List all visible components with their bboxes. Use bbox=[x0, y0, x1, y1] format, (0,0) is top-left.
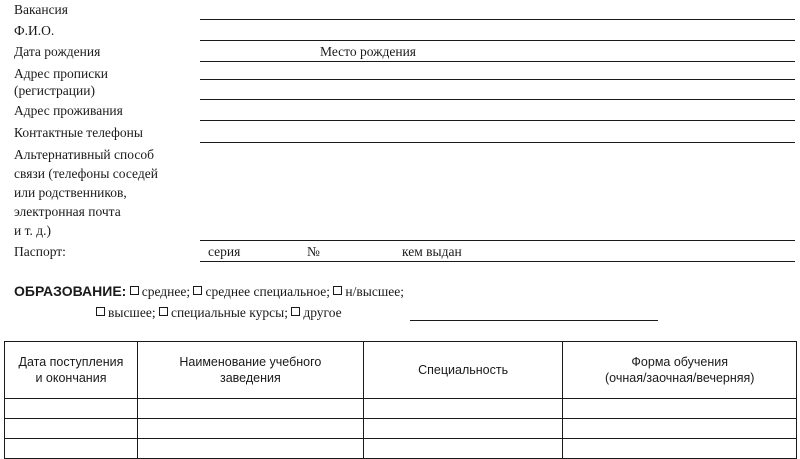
education-table bbox=[4, 341, 797, 459]
fio-label: Ф.И.О. bbox=[14, 23, 55, 38]
registration-field-2[interactable] bbox=[200, 99, 795, 100]
birth-date-label: Дата рождения bbox=[14, 44, 101, 59]
col-study-form-line1: Форма обучения bbox=[631, 355, 729, 369]
table-cell[interactable] bbox=[363, 419, 563, 439]
table-cell[interactable] bbox=[563, 399, 797, 419]
table-cell[interactable] bbox=[5, 419, 138, 439]
table-cell[interactable] bbox=[563, 419, 797, 439]
fio-field[interactable] bbox=[200, 40, 795, 41]
col-study-form-line2: (очная/заочная/вечерняя) bbox=[604, 371, 755, 385]
passport-series-label: серия bbox=[208, 244, 241, 259]
col-specialty-text: Специальность bbox=[418, 363, 509, 377]
checkbox-secondary[interactable] bbox=[130, 286, 139, 295]
table-row bbox=[5, 419, 797, 439]
registration-field-1[interactable] bbox=[200, 79, 795, 80]
table-cell[interactable] bbox=[363, 439, 563, 459]
table-header-row bbox=[5, 342, 797, 399]
col-dates-header bbox=[5, 342, 138, 399]
vacancy-field[interactable] bbox=[200, 19, 795, 20]
checkbox-incomplete-higher[interactable] bbox=[333, 286, 342, 295]
phones-field[interactable] bbox=[200, 142, 795, 143]
checkbox-other[interactable] bbox=[291, 307, 300, 316]
education-options-row-2 bbox=[96, 305, 342, 321]
passport-label: Паспорт: bbox=[14, 244, 66, 259]
table-cell[interactable] bbox=[5, 399, 138, 419]
col-institution-text: Наименование учебного заведения bbox=[179, 355, 322, 385]
registration-label-1: Адрес прописки bbox=[14, 66, 109, 81]
option-other: другое bbox=[303, 305, 342, 320]
col-institution-header bbox=[137, 342, 363, 399]
passport-issued-label: кем выдан bbox=[402, 244, 462, 259]
passport-number-label: № bbox=[307, 244, 320, 259]
option-incomplete-higher: н/высшее; bbox=[345, 284, 404, 299]
alt-contact-label-1: Альтернативный способ bbox=[14, 147, 154, 162]
other-education-field[interactable] bbox=[410, 320, 658, 321]
col-dates-text: Дата поступления и окончания bbox=[18, 355, 124, 385]
alt-contact-label-3: или родственников, bbox=[14, 185, 127, 200]
alt-contact-label-4: электронная почта bbox=[14, 204, 121, 219]
option-higher: высшее; bbox=[108, 305, 156, 320]
col-specialty-header bbox=[363, 342, 563, 399]
residence-field[interactable] bbox=[200, 120, 795, 121]
phones-label: Контактные телефоны bbox=[14, 125, 143, 140]
vacancy-label: Вакансия bbox=[14, 2, 68, 17]
table-cell[interactable] bbox=[363, 399, 563, 419]
table-cell[interactable] bbox=[137, 399, 363, 419]
table-cell[interactable] bbox=[5, 439, 138, 459]
registration-label-2: (регистрации) bbox=[14, 83, 95, 98]
passport-field[interactable] bbox=[200, 261, 795, 262]
checkbox-higher[interactable] bbox=[96, 307, 105, 316]
residence-label: Адрес проживания bbox=[14, 103, 123, 118]
alt-contact-label-5: и т. д.) bbox=[14, 223, 51, 238]
option-secondary-special: среднее специальное; bbox=[205, 284, 331, 299]
option-special-courses: специальные курсы; bbox=[170, 305, 288, 320]
table-cell[interactable] bbox=[137, 419, 363, 439]
education-options-row-1 bbox=[14, 283, 404, 300]
checkbox-special-courses[interactable] bbox=[159, 307, 168, 316]
alt-contact-label-2: связи (телефоны соседей bbox=[14, 166, 158, 181]
table-cell[interactable] bbox=[137, 439, 363, 459]
table-cell[interactable] bbox=[563, 439, 797, 459]
table-row bbox=[5, 399, 797, 419]
education-title: ОБРАЗОВАНИЕ: bbox=[14, 283, 127, 299]
checkbox-secondary-special[interactable] bbox=[193, 286, 202, 295]
birth-field[interactable] bbox=[200, 61, 795, 62]
option-secondary: среднее; bbox=[141, 284, 191, 299]
alt-contact-field[interactable] bbox=[200, 240, 795, 241]
table-row bbox=[5, 439, 797, 459]
birth-place-label: Место рождения bbox=[320, 44, 417, 59]
col-study-form-header bbox=[563, 342, 797, 399]
